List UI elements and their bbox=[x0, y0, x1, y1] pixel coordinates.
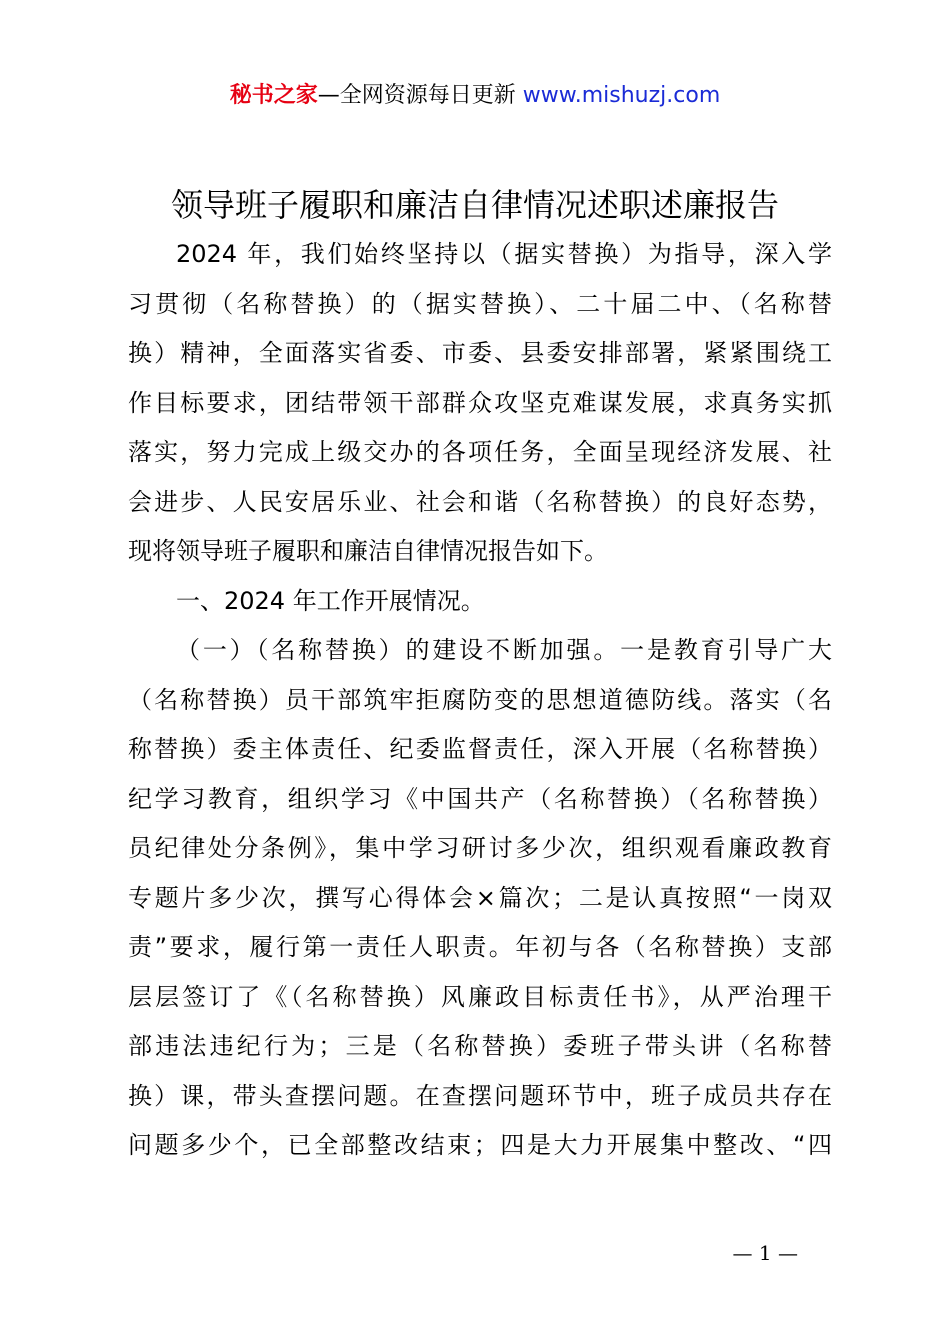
page-number: — 1 — bbox=[732, 1241, 798, 1265]
text-line: 换）精神，全面落实省委、市委、县委安排部署，紧紧围绕工 bbox=[128, 339, 832, 367]
text-line: 责”要求，履行第一责任人职责。年初与各（名称替换）支部 bbox=[128, 933, 832, 961]
text-line: 部违法违纪行为；三是（名称替换）委班子带头讲（名称替 bbox=[128, 1032, 832, 1060]
text-line: 员纪律处分条例》，集中学习研讨多少次，组织观看廉政教育 bbox=[128, 834, 832, 862]
text-line: 纪学习教育，组织学习《中国共产（名称替换）（名称替换） bbox=[128, 784, 832, 813]
text-line: 现将领导班子履职和廉洁自律情况报告如下。 bbox=[128, 537, 608, 565]
text-line: 问题多少个，已全部整改结束；四是大力开展集中整改、“四 bbox=[128, 1131, 832, 1159]
site-header bbox=[0, 78, 950, 114]
text-line: 换）课，带头查摆问题。在查摆问题环节中，班子成员共存在 bbox=[128, 1081, 832, 1110]
text-line: 会进步、人民安居乐业、社会和谐（名称替换）的良好态势， bbox=[128, 487, 832, 516]
site-tagline: —全网资源每日更新 bbox=[317, 83, 523, 108]
site-brand: 秘书之家 bbox=[229, 83, 318, 108]
section-heading: 一、2024 年工作开展情况。 bbox=[176, 586, 485, 615]
text-line: 专题片多少次，撰写心得体会×篇次；二是认真按照“一岗双 bbox=[128, 883, 832, 912]
document-body bbox=[128, 230, 832, 1171]
text-line: 落实，努力完成上级交办的各项任务，全面呈现经济发展、社 bbox=[128, 438, 832, 466]
text-line: 作目标要求，团结带领干部群众攻坚克难谋发展，求真务实抓 bbox=[128, 388, 832, 417]
text-line: （名称替换）员干部筑牢拒腐防变的思想道德防线。落实（名 bbox=[128, 685, 832, 714]
document-title: 领导班子履职和廉洁自律情况述职述廉报告 bbox=[170, 186, 779, 224]
text-line: 2024 年，我们始终坚持以（据实替换）为指导，深入学 bbox=[176, 240, 832, 268]
text-line: （一）（名称替换）的建设不断加强。一是教育引导广大 bbox=[176, 636, 832, 664]
site-url-link[interactable]: www.mishuzj.com bbox=[522, 83, 721, 108]
text-line: 层层签订了《（名称替换）风廉政目标责任书》，从严治理干 bbox=[128, 982, 832, 1011]
text-line: 称替换）委主体责任、纪委监督责任，深入开展（名称替换） bbox=[128, 735, 832, 763]
text-line: 习贯彻（名称替换）的（据实替换）、二十届二中、（名称替 bbox=[128, 289, 832, 318]
